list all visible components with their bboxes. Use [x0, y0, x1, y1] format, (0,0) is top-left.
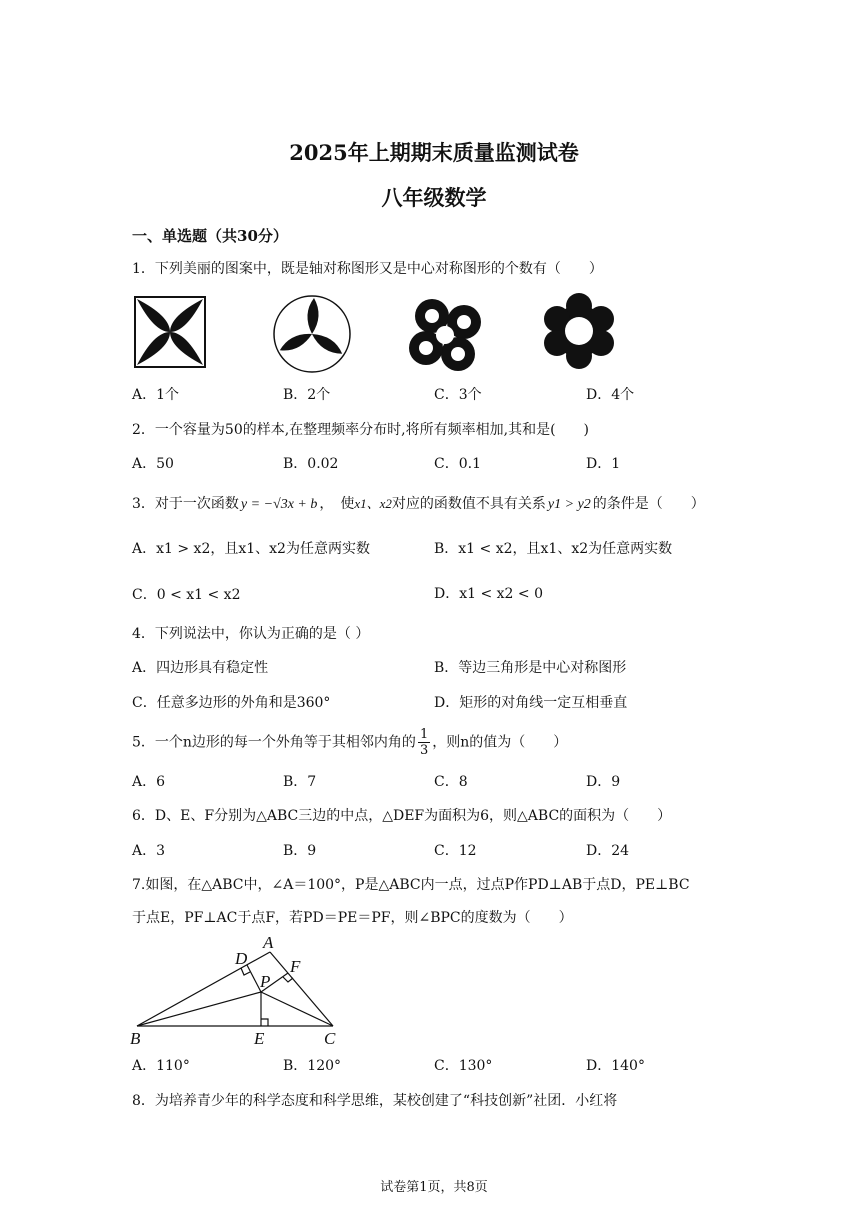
q2-option-c: C．0.1: [434, 456, 481, 472]
q6-option-a: A．3: [132, 843, 166, 859]
q5-option-d: D．9: [586, 774, 621, 790]
q5-stem-a: 5．一个n边形的每一个外角等于其相邻内角的: [132, 734, 416, 751]
page-footer: 试卷第1页，共8页: [380, 1180, 488, 1195]
q8-stem: 8．为培养青少年的科学态度和科学思维，某校创建了“科技创新”社团．小红将: [132, 1093, 618, 1109]
label-d: D: [235, 949, 248, 968]
q4-option-b: B．等边三角形是中心对称图形: [434, 660, 627, 676]
q5-fraction: [418, 728, 430, 757]
label-a: A: [263, 934, 274, 952]
q1-option-a: A．1个: [132, 387, 180, 403]
label-b: B: [130, 1029, 141, 1048]
q5-stem-b: ，则n的值为（ ）: [432, 734, 568, 751]
q7-option-c: C．130°: [434, 1058, 493, 1074]
q6-option-c: C．12: [434, 843, 477, 859]
q2-option-d: D．1: [586, 456, 621, 472]
q3-option-d: D．x1 < x2 < 0: [434, 586, 543, 602]
q1-option-c: C．3个: [434, 387, 482, 403]
segment-cp: [261, 992, 333, 1026]
q6-option-b: B．9: [283, 843, 317, 859]
q7-stem-line1: 7.如图，在△ABC中，∠A＝100°，P是△ABC内一点，过点P作PD⊥AB于点D，PE⊥BC: [132, 877, 690, 893]
q7-option-b: B．120°: [283, 1058, 342, 1074]
q4-option-a: A．四边形具有稳定性: [132, 660, 269, 676]
q5-option-a: A．6: [132, 774, 166, 790]
q5-option-b: B．7: [283, 774, 317, 790]
q3-formula: y = −√3x + b: [240, 497, 318, 512]
q5-option-c: C．8: [434, 774, 468, 790]
q1-stem: 1．下列美丽的图案中，既是轴对称图形又是中心对称图形的个数有（ ）: [132, 261, 603, 277]
q7-stem-line2: 于点E，PF⊥AC于点F，若PD＝PE＝PF，则∠BPC的度数为（ ）: [132, 910, 573, 926]
segment-pd: [247, 965, 261, 992]
page-subtitle: 八年级数学: [381, 185, 487, 210]
q1-figure-2-pattern: [272, 294, 352, 374]
q4-stem: 4．下列说法中，你认为正确的是（ ）: [132, 626, 370, 642]
label-f: F: [290, 957, 301, 976]
q1-figure-1-pattern: [134, 296, 206, 368]
q3-option-c: C．0 < x1 < x2: [132, 587, 241, 603]
q3-stem-a: 3．对于一次函数: [132, 496, 239, 512]
q6-stem: 6．D、E、F分别为△ABC三边的中点，△DEF为面积为6，则△ABC的面积为（ ）: [132, 808, 672, 824]
q7-option-a: A．110°: [132, 1058, 190, 1074]
segment-bp: [137, 992, 261, 1026]
q7-option-d: D．140°: [586, 1058, 645, 1074]
q5-fraction-denominator: 3: [419, 743, 429, 758]
q1-option-b: B．2个: [283, 387, 331, 403]
q1-figure-3-pattern: [404, 294, 486, 376]
side-ac: [270, 952, 333, 1026]
q3-relation: y1 > y2: [547, 497, 591, 512]
label-p: P: [260, 972, 271, 991]
label-e: E: [254, 1029, 265, 1048]
page-title: 2025年上期期末质量监测试卷: [289, 140, 579, 165]
q1-figure-4-pattern: [540, 292, 618, 370]
q3-stem-d: 的条件是（ ）: [592, 496, 705, 512]
q7-triangle-figure: [128, 934, 348, 1048]
q3-stem-b: ， 使: [319, 496, 355, 512]
q4-option-d: D．矩形的对角线一定互相垂直: [434, 695, 628, 711]
q2-option-b: B．0.02: [283, 456, 339, 472]
section-title: 一、单选题（共30分）: [132, 227, 288, 245]
q3-option-a: A．x1 > x2，且x1、x2为任意两实数: [132, 541, 370, 557]
q4-option-c: C．任意多边形的外角和是360°: [132, 695, 331, 711]
q3-vars: x1、x2: [354, 496, 392, 511]
q6-option-d: D．24: [586, 843, 630, 859]
right-angle-e: [261, 1019, 268, 1026]
q3-stem-c: 对应的函数值不具有关系: [391, 496, 546, 512]
q5-fraction-numerator: 1: [419, 727, 429, 742]
q5-stem: [132, 728, 567, 757]
q3-stem: [132, 497, 705, 512]
q3-option-b: B．x1 < x2，且x1、x2为任意两实数: [434, 541, 673, 557]
q2-option-a: A．50: [132, 456, 174, 472]
label-c: C: [324, 1029, 336, 1048]
q1-option-d: D．4个: [586, 387, 635, 403]
side-ba: [137, 952, 270, 1026]
q2-stem: 2．一个容量为50的样本,在整理频率分布时,将所有频率相加,其和是( ): [132, 422, 589, 438]
